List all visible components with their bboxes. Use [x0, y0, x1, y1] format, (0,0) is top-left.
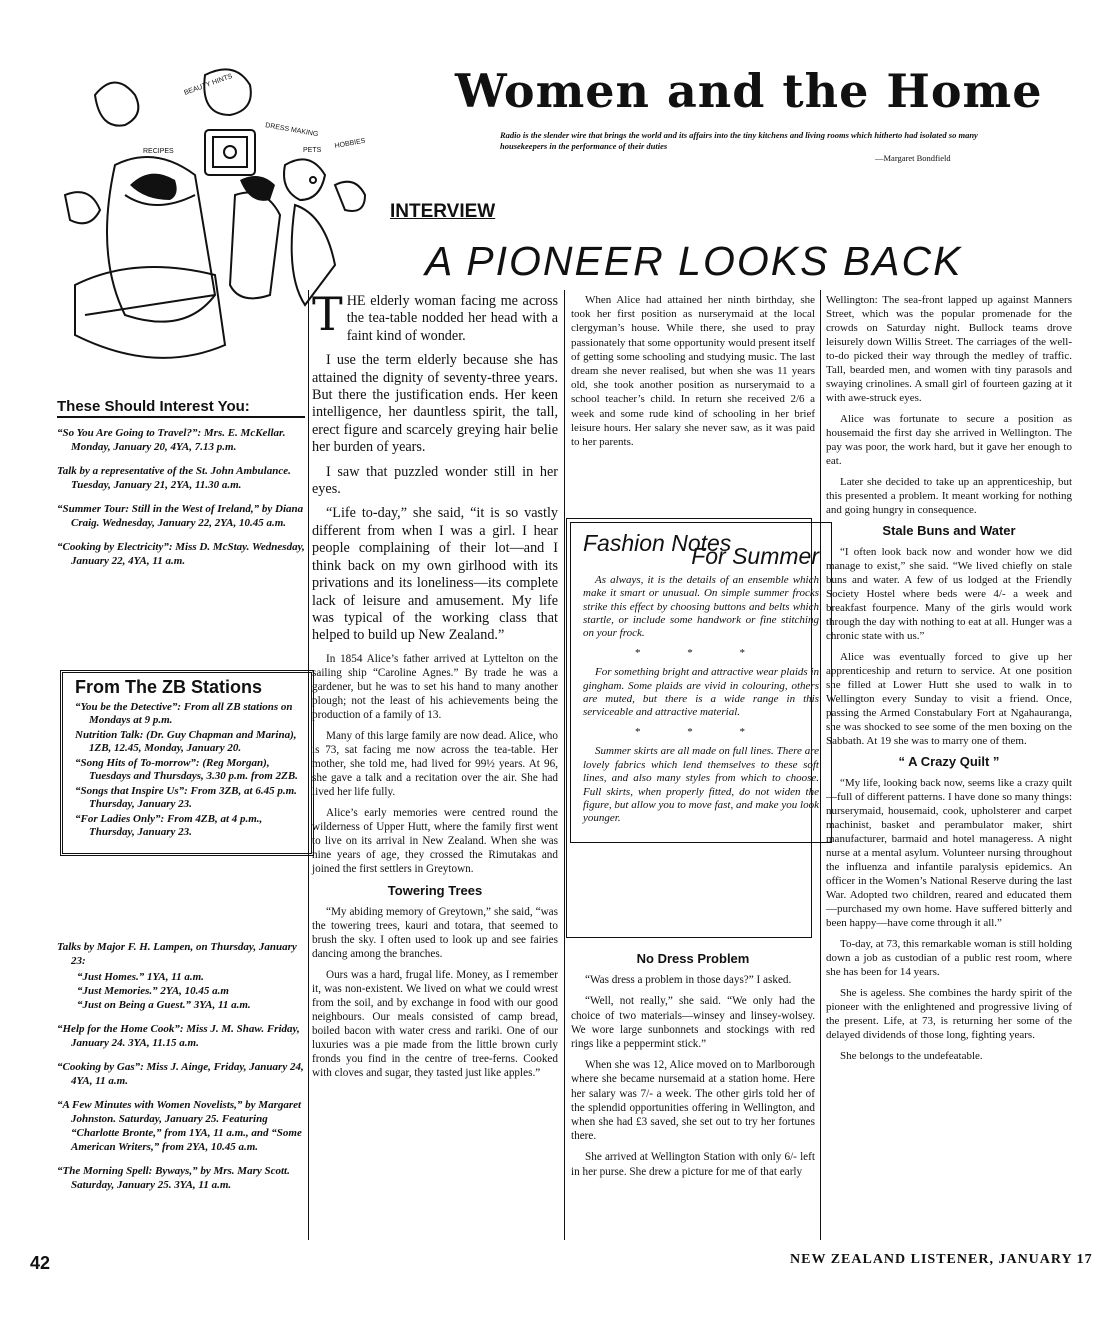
label-dress-making: DRESS MAKING [264, 122, 319, 139]
article-column-2-lower [571, 952, 815, 1186]
article-headline: A PIONEER LOOKS BACK [425, 238, 963, 284]
talk-item: “Cooking by Gas”: Miss J. Ainge, Friday, January 24, 4YA, 11 a.m. [57, 1061, 304, 1087]
zb-stations-box [60, 670, 314, 856]
article-paragraph: To-day, at 73, this remarkable woman is still holding down a job as custodian of a public rest room, where she has been for 14 years. [826, 938, 1072, 978]
fashion-paragraph: Summer skirts are all made on full lines. There are lovely fabrics which lend themselves to these soft lines, and also many styles from which to choose. Full skirts, when properly fitted, do not widen the figure, but allow you to move fast, and make you look younger. [583, 745, 819, 825]
subhead-crazy-quilt: “ A Crazy Quilt ” [898, 754, 1000, 769]
fashion-paragraph: As always, it is the details of an ensemble which make it smart or unusual. On simple summer frocks strike this effect by choosing buttons and belts which startle, or include some handwork or fine stitching on your frock. [583, 573, 819, 640]
section-title: Women and the Home [455, 64, 1043, 118]
article-paragraph: She is ageless. She combines the hardy spirit of the pioneer with the enlightened and progressive living of the present. Life, at 73, is returning her some of the delayed dividends of those long, fighting years. [826, 987, 1072, 1041]
stars-divider: * * * [635, 646, 767, 659]
label-pets: PETS [303, 147, 322, 154]
article-paragraph: When she was 12, Alice moved on to Marlborough where she became nursemaid at a station home. Here her salary was 7/- a week. The other girls told her of the splendid opportunities offering in Wellington, and when she had £3 saved, she set out to try her fortunes there. [571, 1059, 815, 1143]
zb-heading: From The ZB Stations [75, 677, 263, 697]
fashion-title-1: Fashion Notes [583, 530, 732, 556]
article-paragraph: HE elderly woman facing me across the tea-table nodded her head with a faint kind of wonder. [346, 293, 558, 344]
zb-item: “Song Hits of To-morrow”: (Reg Morgan), Tuesdays and Thursdays, 3.30 p.m. from 2ZB. [75, 756, 298, 782]
article-paragraph: Alice’s early memories were centred round the wilderness of Upper Hutt, where the family first went to live on its arrival in New Zealand. When she was nine years of age, they crossed the Rimutakas and joined the first settlers in Greytown. [312, 806, 558, 875]
article-paragraph: “Well, not really,” she said. “We only had the choice of two materials—winsey and linsey-wolsey. We wore large sunbonnets and stockings with red rings like a peppermint stick.” [571, 995, 815, 1051]
label-beauty-hints: BEAUTY HINTS [183, 72, 234, 97]
article-paragraph: Alice was eventually forced to give up her apprenticeship and return to service. At one position she filled at Lower Hutt she used to walk in to Wellington every Sunday to visit a friend. Once, passing the Armed Constabulary Fort at Ngahauranga, she was shocked to see some of the men boxing on the Sabbath. At 19 she was to marry one of them. [826, 651, 1072, 747]
zb-item: “For Ladies Only”: From 4ZB, at 4 p.m., Thursday, January 23. [75, 812, 263, 838]
label-hobbies: HOBBIES [334, 137, 366, 150]
article-paragraph: She arrived at Wellington Station with only 6/- left in her purse. She drew a picture for me of that early [571, 1151, 815, 1178]
interest-sidebar [57, 400, 305, 578]
interest-item: “So You Are Going to Travel?”: Mrs. E. McKellar. Monday, January 20, 4YA, 7.13 p.m. [57, 427, 286, 453]
subhead-towering-trees: Towering Trees [387, 882, 483, 898]
article-paragraph: I saw that puzzled wonder still in her eyes. [312, 463, 558, 498]
epigraph-attribution: —Margaret Bondfield [875, 153, 951, 163]
publication-footer: NEW ZEALAND LISTENER, JANUARY 17 [790, 1252, 1093, 1267]
article-paragraph: She belongs to the undefeatable. [840, 1050, 983, 1062]
article-kicker: INTERVIEW [390, 201, 496, 222]
article-paragraph: When Alice had attained her ninth birthday, she took her first position as nurserymaid at the local clergyman’s house. While there, she used to pray passionately that some opportunity would present itself of getting some schooling and studying music. The last dream she never realised, but when she was 11 years old, she took another position as nurserymaid to a school teacher’s child. In return she received 2/6 a week and some rude kind of schooling in her brief leisure hours. Her salary she never saw, as it was paid to her parents. [571, 294, 815, 449]
drop-cap: T [312, 287, 343, 341]
fashion-paragraph: For something bright and attractive wear plaids in gingham. Some plaids are vivid in colouring, others are muted, but there is a wide range in this serviceable and attractive material. [583, 666, 819, 719]
zb-item: “Songs that Inspire Us”: From 3ZB, at 6.45 p.m. Thursday, January 23. [75, 784, 297, 810]
talks-sidebar [57, 940, 305, 1202]
article-column-1 [312, 287, 558, 1087]
column-rule [308, 290, 309, 1240]
article-paragraph: Later she decided to take up an apprenticeship, but this presented a problem. It meant working for nothing and going hungry in consequence. [826, 476, 1072, 516]
article-paragraph: “My life, looking back now, seems like a crazy quilt—full of different patterns. I have done so many things: nurserymaid, housemaid, cook, upholsterer and carpet machinist, basket and perambulator maker, shirt manufacturer, barmaid and hotel manageress. A night nurse at a mental asylum. Volunteer nursing throughout the influenza and infantile paralysis epidemics. An officer in the Women’s National Reserve during the last War. Adopted two children, reared and educated them—purchased my own home. Have suffered bitterly and been happy—have come through it all.” [826, 777, 1072, 929]
fashion-notes-box [570, 522, 832, 843]
interest-item: Talk by a representative of the St. John Ambulance. Tuesday, January 21, 2YA, 11.30 a.m. [57, 465, 291, 491]
article-paragraph: “I often look back now and wonder how we did manage to exist,” she said. “We lived chiefly on stale buns and water. A few of us lodged at the Friendly Society Hostel where beds were 4/- a week and breakfast fourpence. Many of the girls would work through the day with nothing to eat at all. Hunger was a chronic state with us.” [826, 546, 1072, 642]
article-paragraph: “Life to-day,” she said, “it is so vastly different from when I was a girl. I hear people complaining of their lot—and I think back on my own girlhood with its privations and its loneliness—its complete lack of leisure and amusement. My life was typical of the working class that helped to build up New Zealand.” [312, 505, 558, 644]
article-column-3 [826, 293, 1072, 1070]
article-paragraph: I use the term elderly because she has attained the dignity of seventy-three years. But there the justification ends. Her keen intelligence, her dauntless spirit, the tall, erect figure and scarcely greying hair belie her burden of years. [312, 352, 558, 456]
article-paragraph: “My abiding memory of Greytown,” she said, “was the towering trees, kauri and totara, that seemed to brush the sky. I often used to look up and see fairies dancing among the branches. [312, 905, 558, 960]
page-number: 42 [30, 1253, 51, 1273]
interest-item: “Cooking by Electricity”: Miss D. McStay. Wednesday, January 22, 4YA, 11 a.m. [57, 541, 305, 567]
subhead-stale-buns: Stale Buns and Water [882, 523, 1016, 538]
interest-heading: These Should Interest You: [57, 400, 305, 418]
lampen-sub-item: “Just Memories.” 2YA, 10.45 a.m [77, 985, 229, 997]
article-paragraph: In 1854 Alice’s father arrived at Lyttelton on the sailing ship “Caroline Agnes.” By trade he was a gardener, but he was to set his hand to many another plough; not the least of his achievements being the production of a family of 13. [312, 652, 558, 721]
talk-item: “The Morning Spell: Byways,” by Mrs. Mary Scott. Saturday, January 25. 3YA, 11 a.m. [57, 1165, 290, 1191]
fashion-title-2: For Summer [691, 543, 819, 570]
epigraph-quote: Radio is the slender wire that brings the world and its affairs into the tiny kitchens and living rooms which hitherto had isolated so many housekeepers in the performance of their duties [500, 130, 978, 151]
article-paragraph: Ours was a hard, frugal life. Money, as I remember it, was non-existent. We lived on what we could wrest from the soil, and by exchange in food with our good neighbours. Our meals consisted of camp bread, boiled bacon with water cress and rariki. One of our luxuries was a pie made from the little brown curly fronds you find in the centre of tree-ferns. Cooked with cloves and sugar, they tasted just like apples.” [312, 968, 558, 1079]
column-rule [564, 290, 565, 1240]
article-paragraph: Many of this large family are now dead. Alice, who is 73, sat facing me now across the tea-table. Her mother, she told me, had lived for 99½ years. At 96, she gave a talk and a recitation over the air. She had lived her life fully. [312, 729, 558, 798]
lampen-sub-item: “Just Homes.” 1YA, 11 a.m. [77, 971, 204, 983]
zb-item: Nutrition Talk: (Dr. Guy Chapman and Marina), 1ZB, 12.45, Monday, January 20. [75, 728, 297, 754]
talk-item: “Help for the Home Cook”: Miss J. M. Shaw. Friday, January 24. 3YA, 11.15 a.m. [57, 1023, 300, 1049]
article-paragraph: “Was dress a problem in those days?” I asked. [585, 974, 792, 987]
article-paragraph: Wellington: The sea-front lapped up against Manners Street, which was the popular promenade for the crowds on Saturday night. Bullock teams drove leisurely down Willis Street. The carriages of the well-to-do picked their way through the medley of traffic. Tall, bearded men, and women with tiny parasols and swaying crinolines. A small girl of fourteen gazing at it with awe-struck eyes. [826, 294, 1072, 404]
subhead-no-dress-problem: No Dress Problem [636, 951, 750, 966]
article-column-2 [571, 293, 815, 456]
label-recipes: RECIPES [143, 148, 174, 155]
zb-item: “You be the Detective”: From all ZB stations on Mondays at 9 p.m. [75, 700, 293, 726]
talk-item: “A Few Minutes with Women Novelists,” by Margaret Johnston. Saturday, January 25. Featuring “Charlotte Bronte,” from 1YA, 11 a.m., and “Some American Writers,” from 2YA, 10.45 a.m. [57, 1099, 302, 1153]
lampen-talks: Talks by Major F. H. Lampen, on Thursday, January 23: [57, 941, 297, 967]
interest-item: “Summer Tour: Still in the West of Ireland,” by Diana Craig. Wednesday, January 22, 2YA, 10.45 a.m. [57, 503, 304, 529]
lampen-sub-item: “Just on Being a Guest.” 3YA, 11 a.m. [77, 999, 251, 1011]
stars-divider: * * * [635, 725, 767, 738]
article-paragraph: Alice was fortunate to secure a position as housemaid the first day she arrived in Wellington. The pay was poor, the work hard, but it gave her enough to eat. [826, 413, 1072, 467]
